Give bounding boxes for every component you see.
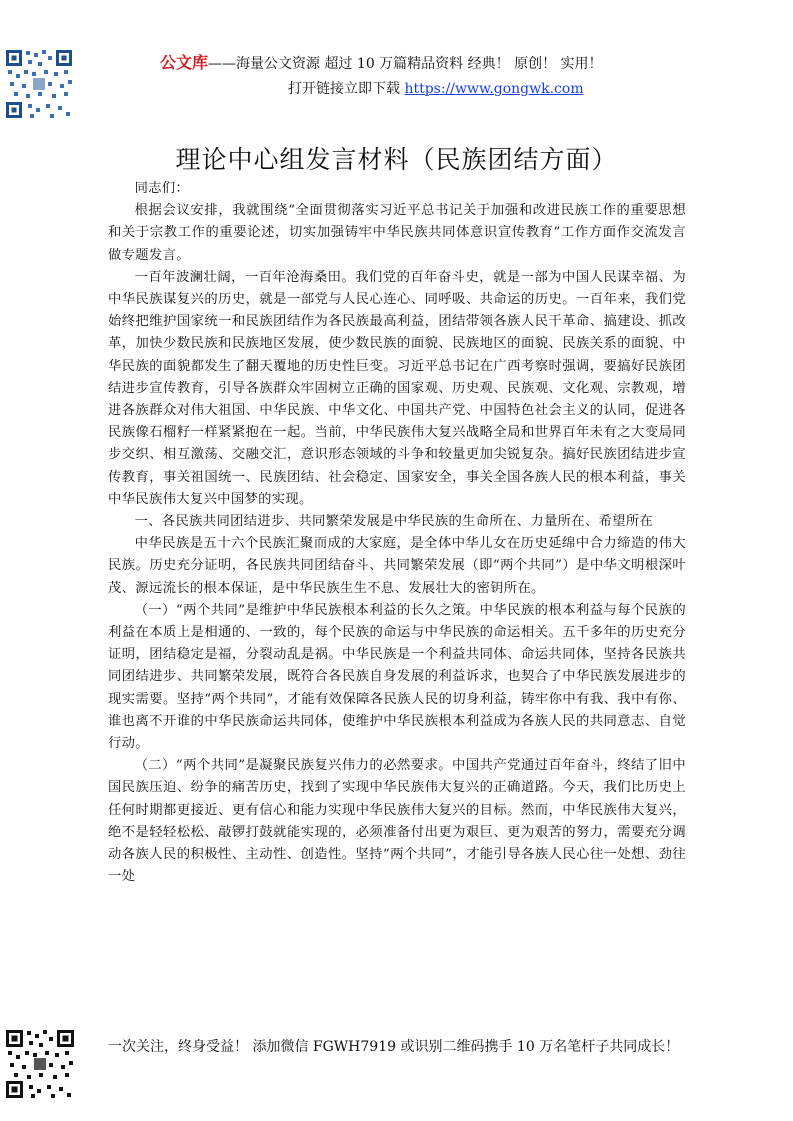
section-heading-1: 一、各民族共同团结进步、共同繁荣发展是中华民族的生命所在、力量所在、希望所在 — [134, 514, 654, 530]
website-link[interactable]: https://www.gongwk.com — [404, 81, 584, 97]
paragraph-subsection-2: （二）“两个共同”是凝聚民族复兴伟力的必然要求。中国共产党通过百年奋斗，终结了旧中国民族压迫、纷争的痛苦历史，找到了实现中华民族伟大复兴的正确道路。今天，我们比历史上任何时期都更接近、更有信心和能力实现中华民族伟大复兴的目标。然而，中华民族伟大复兴，绝不是轻轻松松、敲锣打鼓就能实现的，必须准备付出更为艰巨、更为艰苦的努力，需要充分调动各族人民的积极性、主动性、创造性。坚持“两个共同”，才能引导各族人民心往一处想、劲往一处 — [108, 758, 686, 885]
promo-header — [160, 50, 760, 102]
brand-name: 公文库 — [160, 53, 209, 72]
qr-code-top — [4, 48, 74, 120]
salutation: 同志们： — [134, 181, 190, 196]
document-title: 理论中心组发言材料（民族团结方面） — [175, 145, 618, 174]
header-line-1 — [160, 50, 760, 77]
download-prefix: 打开链接立即下载 — [288, 81, 405, 97]
qr-code-bottom — [4, 1028, 76, 1100]
paragraph-subsection-1: （一）“两个共同”是维护中华民族根本利益的长久之策。中华民族的根本利益与每个民族的利益在本质上是相通的、一致的，每个民族的命运与中华民族的命运相关。五千多年的历史充分证明，团结稳定是福，分裂动乱是祸。中华民族是一个利益共同体、命运共同体，坚持各民族共同团结进步、共同繁荣发展，既符合各民族自身发展的利益诉求，也契合了中华民族发展进步的现实需要。坚持“两个共同”，才能有效保障各民族人民的切身利益，铸牢你中有我、我中有你、谁也离不开谁的中华民族命运共同体，使维护中华民族根本利益成为各族人民的共同意志、自觉行动。 — [108, 602, 686, 752]
paragraph-history: 一百年波澜壮阔，一百年沧海桑田。我们党的百年奋斗史，就是一部为中国人民谋幸福、为中华民族谋复兴的历史，就是一部党与人民心连心、同呼吸、共命运的历史。一百年来，我们党始终把维护国家统一和民族团结作为各民族最高利益，团结带领各族人民干革命、搞建设、抓改革，加快少数民族和民族地区发展，使少数民族的面貌、民族地区的面貌、民族关系的面貌、中华民族的面貌都发生了翻天覆地的历史性巨变。习近平总书记在广西考察时强调，要搞好民族团结进步宣传教育，引导各族群众牢固树立正确的国家观、历史观、民族观、文化观、宗教观，增进各族群众对伟大祖国、中华民族、中华文化、中国共产党、中国特色社会主义的认同，促进各民族像石榴籽一样紧紧抱在一起。当前，中华民族伟大复兴战略全局和世界百年未有之大变局同步交织、相互激荡、交融交汇，意识形态领域的斗争和较量更加尖锐复杂。搞好民族团结进步宣传教育，事关祖国统一、民族团结、社会稳定、国家安全，事关全国各族人民的根本利益，事关中华民族伟大复兴中国梦的实现。 — [108, 269, 686, 507]
promo-footer: 一次关注，终身受益！ 添加微信 FGWH7919 或识别二维码携手 10 万名笔杆子共同成长！ — [108, 1039, 680, 1055]
header-tagline: ——海量公文资源 超过 10 万篇精品资料 经典！ 原创！ 实用！ — [208, 56, 603, 72]
paragraph-intro: 根据会议安排，我就围绕“全面贯彻落实习近平总书记关于加强和改进民族工作的重要思想和关于宗教工作的重要论述，切实加强铸牢中华民族共同体意识宣传教育”工作方面作交流发言做专题发言。 — [108, 203, 686, 263]
document-body — [108, 178, 686, 889]
paragraph-section-1: 中华民族是五十六个民族汇聚而成的大家庭，是全体中华儿女在历史延绵中合力缔造的伟大民族。历史充分证明，各民族共同团结奋斗、共同繁荣发展（即“两个共同”）是中华文明根深叶茂、源远流长的根本保证，是中华民族生生不息、发展壮大的密钥所在。 — [108, 536, 686, 596]
header-line-2 — [160, 77, 760, 102]
